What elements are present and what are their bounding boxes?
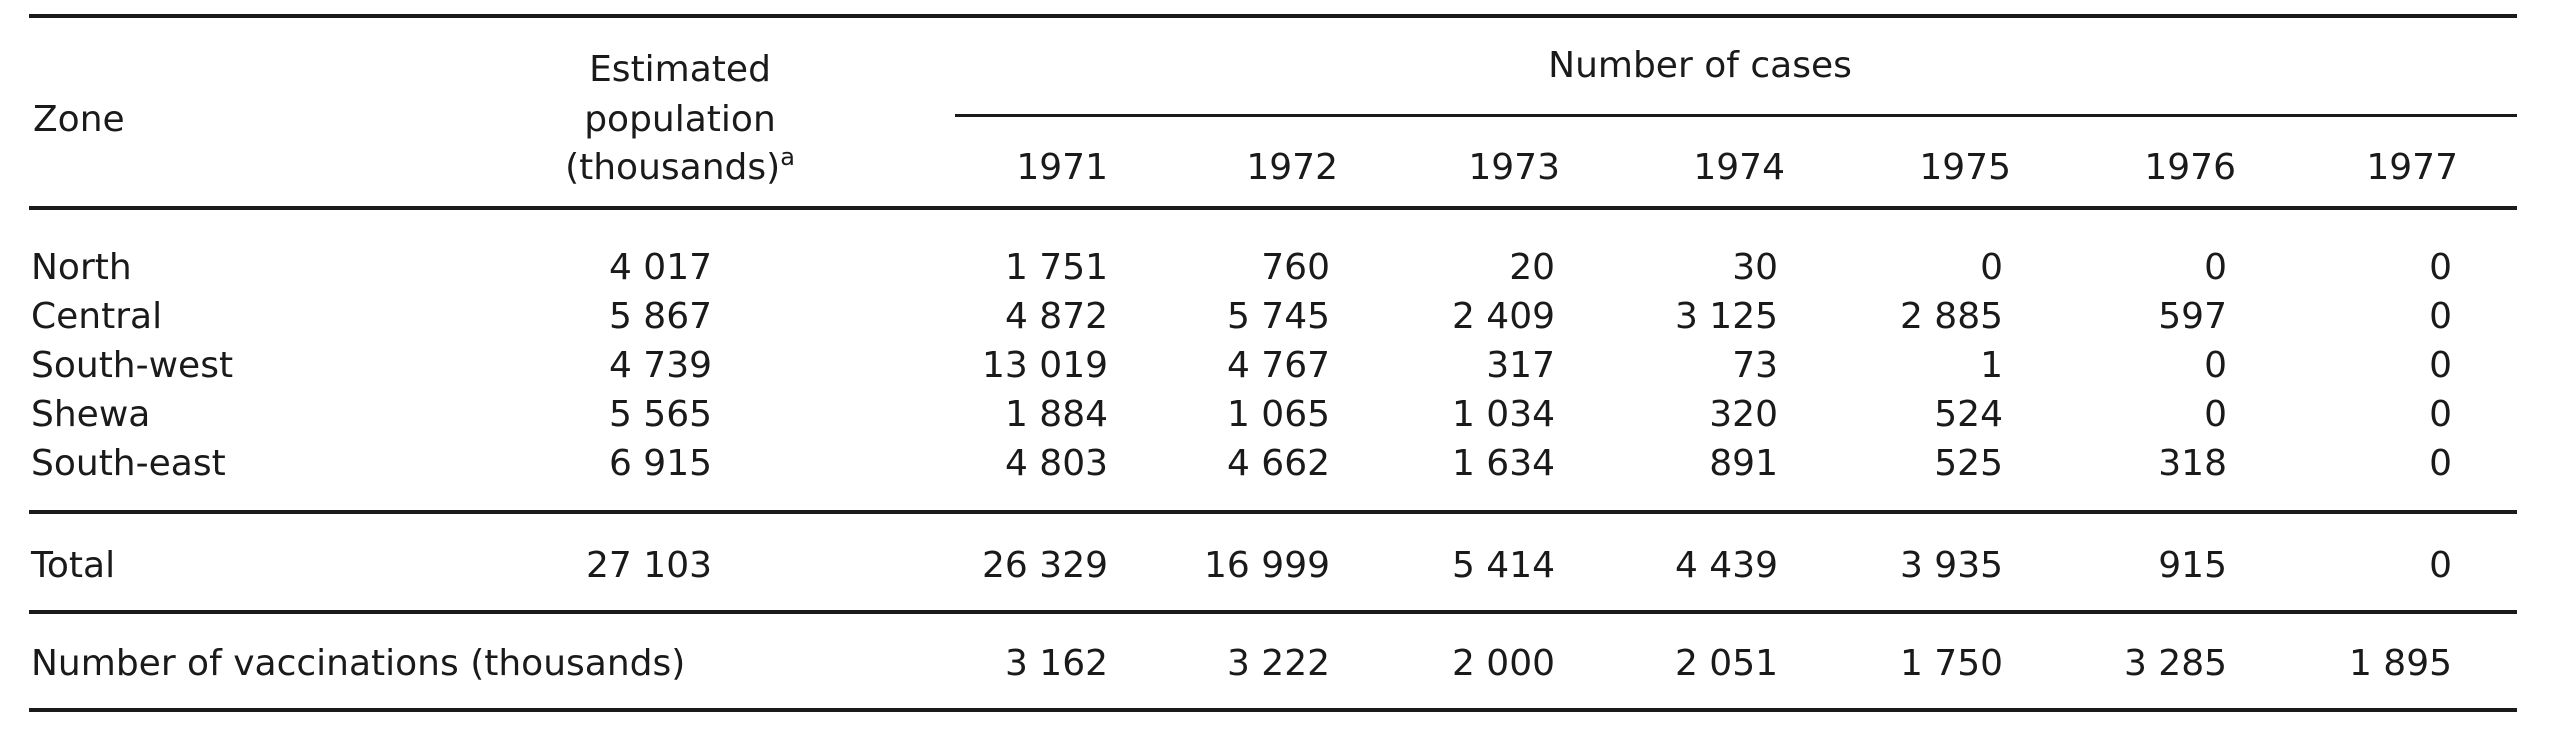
case-cell: 2 409 <box>1451 296 1555 337</box>
case-cell: 760 <box>1261 247 1330 288</box>
case-cell: 0 <box>2429 394 2452 435</box>
vaccination-top-rule <box>29 610 2517 614</box>
case-cell: 317 <box>1486 345 1555 386</box>
population-cell: 4 017 <box>608 247 712 288</box>
year-header: 1976 <box>2144 147 2236 188</box>
top-rule <box>29 14 2517 18</box>
total-case-cell: 915 <box>2158 545 2227 586</box>
population-cell: 5 867 <box>608 296 712 337</box>
total-population-cell: 27 103 <box>586 545 712 586</box>
case-cell: 0 <box>2204 345 2227 386</box>
case-cell: 1 884 <box>1004 394 1108 435</box>
total-case-cell: 3 935 <box>1899 545 2003 586</box>
zone-header: Zone <box>33 99 125 140</box>
vaccinations-label: Number of vaccinations (thousands) <box>31 643 686 684</box>
case-cell: 4 662 <box>1226 443 1330 484</box>
case-cell: 597 <box>2158 296 2227 337</box>
case-cell: 20 <box>1509 247 1555 288</box>
case-cell: 4 803 <box>1004 443 1108 484</box>
case-cell: 1 634 <box>1451 443 1555 484</box>
zone-cell: South-west <box>31 345 234 386</box>
vaccination-cell: 1 895 <box>2348 643 2452 684</box>
population-header-line-1: Estimated <box>589 49 771 90</box>
population-header-unit: (thousands) <box>565 147 781 188</box>
total-case-cell: 16 999 <box>1204 545 1330 586</box>
case-cell: 4 872 <box>1004 296 1108 337</box>
year-header: 1972 <box>1246 147 1338 188</box>
vaccination-cell: 3 222 <box>1226 643 1330 684</box>
case-cell: 0 <box>2429 345 2452 386</box>
case-cell: 13 019 <box>982 345 1108 386</box>
case-cell: 1 065 <box>1226 394 1330 435</box>
total-case-cell: 26 329 <box>982 545 1108 586</box>
year-header: 1971 <box>1016 147 1108 188</box>
cases-rule <box>955 114 2517 117</box>
case-cell: 0 <box>2429 296 2452 337</box>
case-cell: 320 <box>1709 394 1778 435</box>
case-cell: 5 745 <box>1226 296 1330 337</box>
case-cell: 30 <box>1732 247 1778 288</box>
population-cell: 5 565 <box>608 394 712 435</box>
case-cell: 1 034 <box>1451 394 1555 435</box>
year-header: 1977 <box>2366 147 2458 188</box>
header-bottom-rule <box>29 206 2517 210</box>
zone-cell: North <box>31 247 132 288</box>
population-header-line-3 <box>500 143 860 190</box>
case-cell: 0 <box>2429 247 2452 288</box>
case-cell: 4 767 <box>1226 345 1330 386</box>
case-cell: 0 <box>1980 247 2003 288</box>
vaccination-cell: 3 285 <box>2123 643 2227 684</box>
zone-cell: Shewa <box>31 394 151 435</box>
population-header-line-2: population <box>584 99 776 140</box>
vaccination-cell: 2 051 <box>1674 643 1778 684</box>
case-cell: 2 885 <box>1899 296 2003 337</box>
population-footnote-marker: a <box>780 143 795 171</box>
zone-cell: South-east <box>31 443 226 484</box>
case-cell: 891 <box>1709 443 1778 484</box>
population-cell: 4 739 <box>608 345 712 386</box>
case-cell: 525 <box>1934 443 2003 484</box>
total-case-cell: 0 <box>2429 545 2452 586</box>
year-header: 1975 <box>1919 147 2011 188</box>
cases-header: Number of cases <box>1548 45 1852 86</box>
total-top-rule <box>29 510 2517 514</box>
case-cell: 1 <box>1980 345 2003 386</box>
vaccination-cell: 1 750 <box>1899 643 2003 684</box>
case-cell: 524 <box>1934 394 2003 435</box>
year-header: 1973 <box>1468 147 1560 188</box>
case-cell: 3 125 <box>1674 296 1778 337</box>
case-cell: 73 <box>1732 345 1778 386</box>
case-cell: 1 751 <box>1004 247 1108 288</box>
zone-cell: Central <box>31 296 163 337</box>
case-cell: 0 <box>2204 394 2227 435</box>
year-header: 1974 <box>1693 147 1785 188</box>
case-cell: 0 <box>2429 443 2452 484</box>
bottom-rule <box>29 708 2517 712</box>
total-case-cell: 4 439 <box>1674 545 1778 586</box>
total-case-cell: 5 414 <box>1451 545 1555 586</box>
case-cell: 318 <box>2158 443 2227 484</box>
total-label: Total <box>31 545 116 586</box>
case-cell: 0 <box>2204 247 2227 288</box>
vaccination-cell: 3 162 <box>1004 643 1108 684</box>
vaccination-cell: 2 000 <box>1451 643 1555 684</box>
population-cell: 6 915 <box>608 443 712 484</box>
